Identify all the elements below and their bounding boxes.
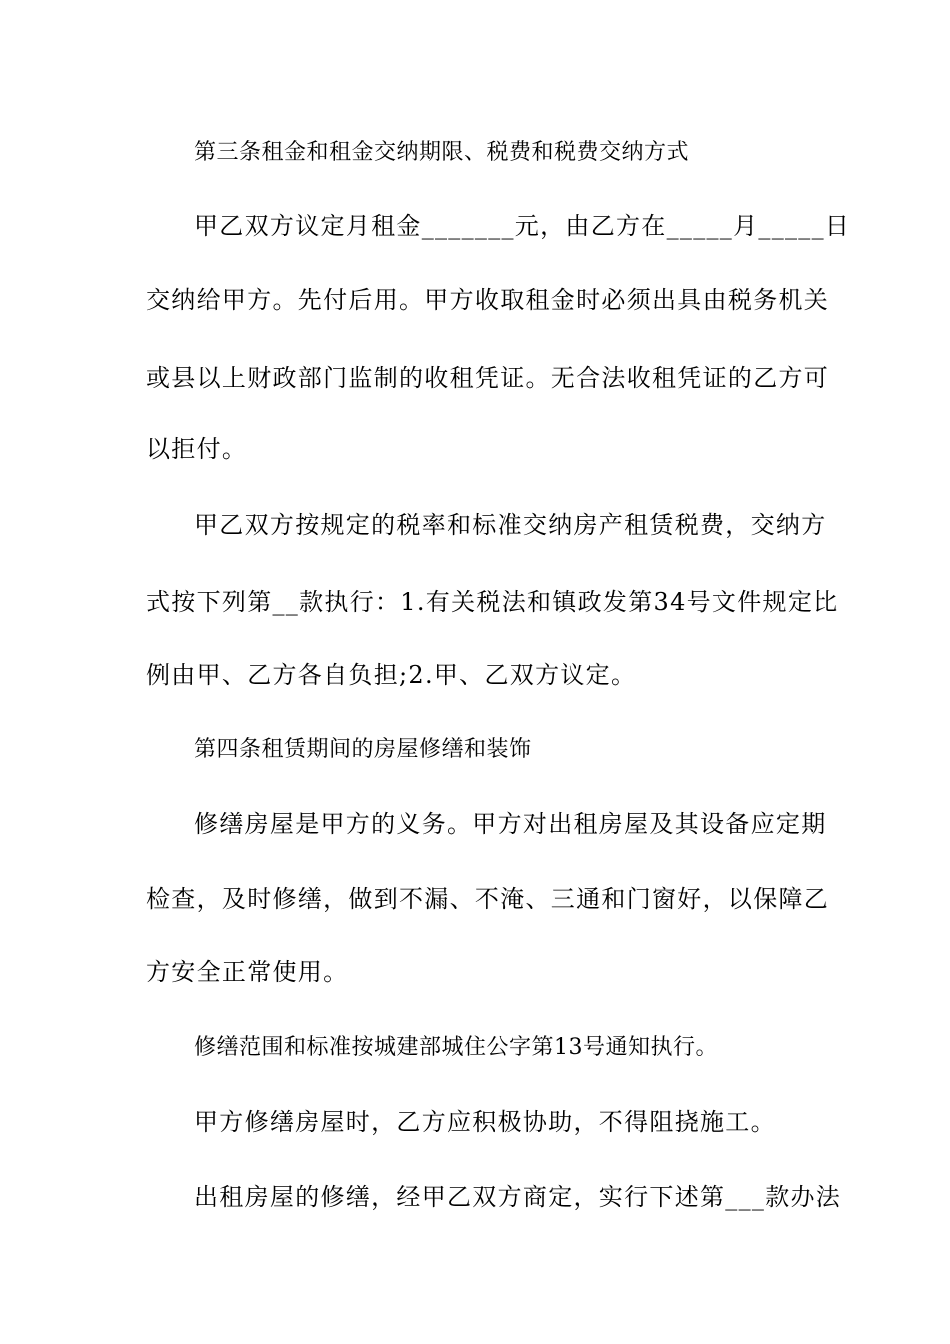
paragraph-line: 出租房屋的修缮，经甲乙双方商定，实行下述第___款办法: [194, 1183, 842, 1211]
paragraph-line: 甲乙双方议定月租金_______元，由乙方在_____月_____日: [194, 212, 851, 240]
paragraph-line: 式按下列第__款执行：1.有关税法和镇政发第34号文件规定比: [146, 588, 839, 616]
article-4-heading: 第四条租赁期间的房屋修缮和装饰: [194, 737, 532, 762]
paragraph-line: 或县以上财政部门监制的收租凭证。无合法收租凭证的乙方可: [146, 364, 830, 392]
paragraph-line: 检查，及时修缮，做到不漏、不淹、三通和门窗好，以保障乙: [146, 885, 830, 913]
paragraph-line: 方安全正常使用。: [146, 958, 349, 986]
paragraph-line: 修缮房屋是甲方的义务。甲方对出租房屋及其设备应定期: [194, 810, 827, 838]
paragraph-line: 例由甲、乙方各自负担;2.甲、乙双方议定。: [146, 661, 637, 689]
paragraph-line: 修缮范围和标准按城建部城住公字第13号通知执行。: [194, 1035, 718, 1060]
paragraph-line: 以拒付。: [146, 435, 248, 463]
paragraph-line: 甲方修缮房屋时，乙方应积极协助，不得阻挠施工。: [194, 1108, 776, 1136]
article-3-heading: 第三条租金和租金交纳期限、税费和税费交纳方式: [194, 140, 690, 165]
paragraph-line: 交纳给甲方。先付后用。甲方收取租金时必须出具由税务机关: [146, 286, 830, 314]
paragraph-line: 甲乙双方按规定的税率和标准交纳房产租赁税费，交纳方: [194, 511, 827, 539]
